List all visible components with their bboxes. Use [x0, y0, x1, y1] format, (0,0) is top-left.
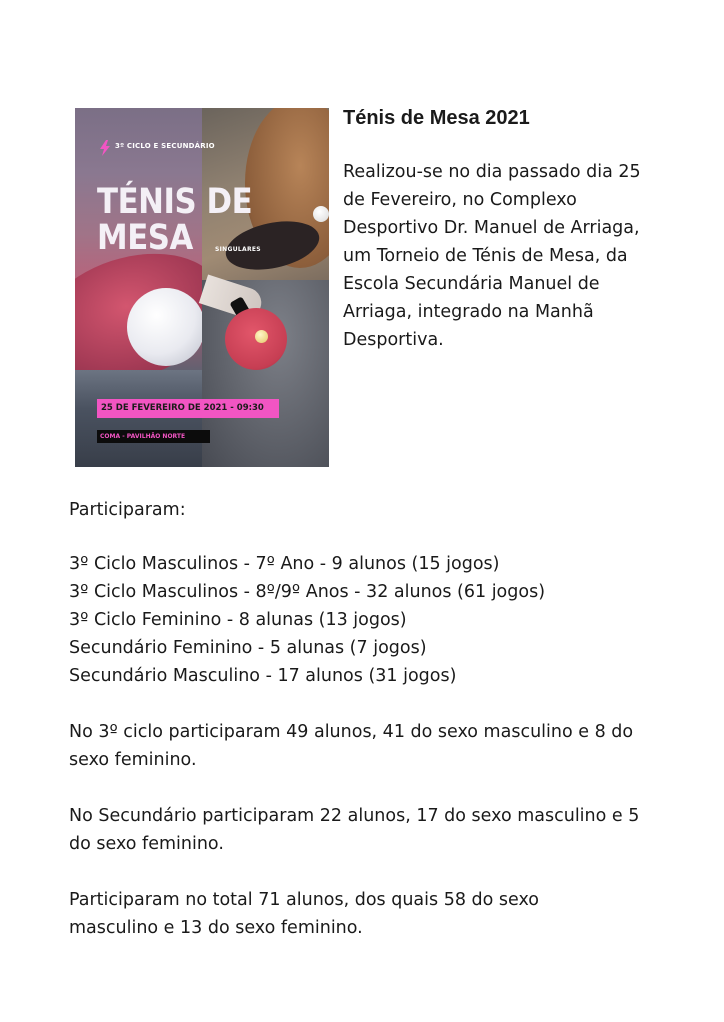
small-ball-graphic	[313, 206, 329, 222]
list-item: 3º Ciclo Feminino - 8 alunas (13 jogos)	[69, 610, 407, 630]
participants-heading: Participaram:	[69, 500, 186, 520]
list-item: Secundário Feminino - 5 alunas (7 jogos)	[69, 638, 427, 658]
list-item: 3º Ciclo Masculinos - 8º/9º Anos - 32 alunos (61 jogos)	[69, 582, 546, 602]
poster-singulares-label: SINGULARES	[215, 246, 261, 253]
poster-floor-graphic	[75, 370, 202, 467]
poster-cycle-label: 3º CICLO E SECUNDÁRIO	[115, 142, 215, 150]
summary-secundario: No Secundário participaram 22 alunos, 17 do sexo masculino e 5 do sexo feminino.	[69, 806, 640, 854]
summary-total: Participaram no total 71 alunos, dos quais 58 do sexo masculino e 13 do sexo feminino.	[69, 890, 540, 938]
lightning-bolt-icon	[99, 140, 111, 156]
list-item: 3º Ciclo Masculinos - 7º Ano - 9 alunos (15 jogos)	[69, 554, 500, 574]
article-intro: Realizou-se no dia passado dia 25 de Fevereiro, no Complexo Desportivo Dr. Manuel de Arriaga, um Torneio de Ténis de Mesa, da Escola Secundária Manuel de Arriaga, integrado na Manhã Desportiva.	[343, 162, 641, 350]
summary-3ciclo: No 3º ciclo participaram 49 alunos, 41 do sexo masculino e 8 do sexo feminino.	[69, 722, 634, 770]
participants-list	[69, 550, 545, 690]
event-poster	[75, 108, 329, 467]
poster-title-line-1: TÉNIS DE	[97, 182, 253, 222]
yellow-ball-graphic	[255, 330, 268, 343]
list-item: Secundário Masculino - 17 alunos (31 jogos)	[69, 666, 457, 686]
article-title: Ténis de Mesa 2021	[343, 107, 530, 129]
poster-location-badge: COMA - PAVILHÃO NORTE	[97, 430, 210, 443]
ping-pong-ball-graphic	[127, 288, 205, 366]
poster-title-line-2: MESA	[97, 218, 193, 258]
poster-date-badge: 25 DE FEVEREIRO DE 2021 - 09:30	[97, 399, 279, 418]
